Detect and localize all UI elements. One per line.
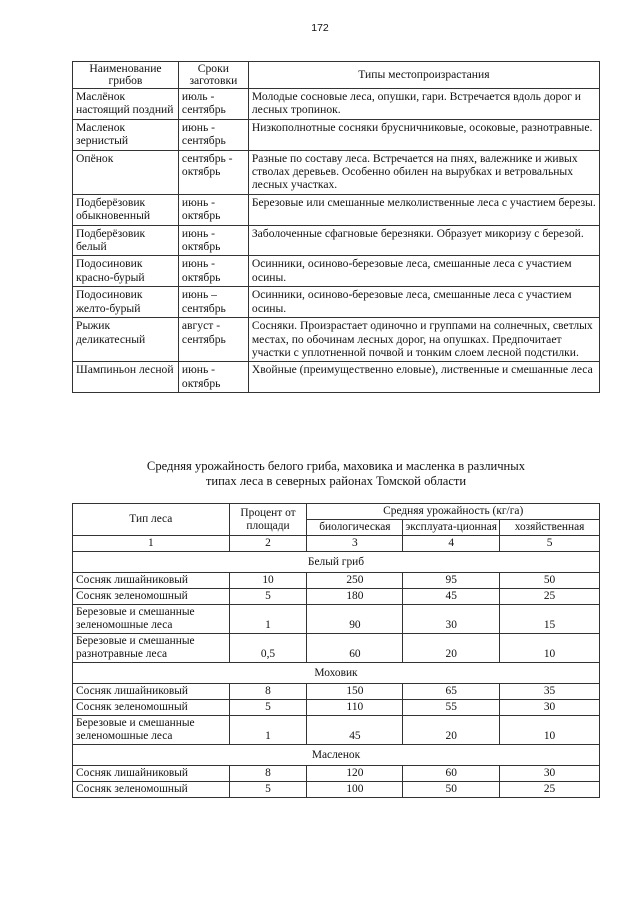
area-percent-cell: 0,5 <box>229 634 307 663</box>
biological-yield-cell: 250 <box>307 573 403 589</box>
habitat-cell: Молодые сосновые леса, опушки, гари. Встречается вдоль дорог и лесных тропинок. <box>248 89 599 120</box>
economic-yield-cell: 25 <box>500 589 600 605</box>
column-index: 4 <box>403 536 500 552</box>
economic-yield-cell: 10 <box>500 716 600 745</box>
area-percent-cell: 1 <box>229 716 307 745</box>
table-row <box>73 150 600 194</box>
habitat-cell: Сосняки. Произрастает одиночно и группами на солнечных, светлых местах, по обочинам лесных дорог, на опушках. Предпочитает участки с уплотненной почвой и тонким слоем лесной подстилки. <box>248 318 599 362</box>
section-title: Моховик <box>73 663 600 684</box>
header-harvest-period: Сроки заготовки <box>178 62 248 89</box>
harvest-period-cell: июнь – сентябрь <box>178 287 248 318</box>
forest-type-cell: Сосняк лишайниковый <box>73 573 230 589</box>
area-percent-cell: 1 <box>229 605 307 634</box>
table-row <box>73 700 600 716</box>
habitat-cell: Осинники, осиново-березовые леса, смешанные леса с участием осины. <box>248 256 599 287</box>
column-index: 2 <box>229 536 307 552</box>
forest-type-cell: Сосняк зеленомошный <box>73 782 230 798</box>
table-row <box>73 684 600 700</box>
section-row <box>73 745 600 766</box>
yield-table-title <box>72 459 600 489</box>
yield-table-title-line-2: типах леса в северных районах Томской области <box>205 474 467 488</box>
column-index-row <box>73 536 600 552</box>
harvest-period-cell: июнь - октябрь <box>178 256 248 287</box>
table-row <box>73 256 600 287</box>
table-header-row <box>73 504 600 520</box>
harvest-period-cell: июнь - октябрь <box>178 225 248 256</box>
mushroom-name-cell: Подберёзовик белый <box>73 225 179 256</box>
mushroom-name-cell: Подберёзовик обыкновенный <box>73 194 179 225</box>
table-row <box>73 89 600 120</box>
economic-yield-cell: 30 <box>500 766 600 782</box>
forest-type-cell: Сосняк лишайниковый <box>73 684 230 700</box>
header-average-yield: Средняя урожайность (кг/га) <box>307 504 600 520</box>
table-row <box>73 716 600 745</box>
economic-yield-cell: 35 <box>500 684 600 700</box>
biological-yield-cell: 180 <box>307 589 403 605</box>
exploitation-yield-cell: 95 <box>403 573 500 589</box>
habitat-cell: Заболоченные сфагновые березняки. Образует микоризу с березой. <box>248 225 599 256</box>
harvest-period-cell: июнь - сентябрь <box>178 119 248 150</box>
economic-yield-cell: 10 <box>500 634 600 663</box>
forest-type-cell: Березовые и смешанные зеленомошные леса <box>73 716 230 745</box>
economic-yield-cell: 25 <box>500 782 600 798</box>
harvest-period-cell: июнь - октябрь <box>178 362 248 393</box>
yield-table <box>72 503 600 798</box>
section-row <box>73 663 600 684</box>
biological-yield-cell: 120 <box>307 766 403 782</box>
exploitation-yield-cell: 45 <box>403 589 500 605</box>
habitat-cell: Низкополнотные сосняки брусничниковые, осоковые, разнотравные. <box>248 119 599 150</box>
table-row <box>73 766 600 782</box>
biological-yield-cell: 110 <box>307 700 403 716</box>
table-row <box>73 362 600 393</box>
exploitation-yield-cell: 55 <box>403 700 500 716</box>
table-row <box>73 782 600 798</box>
forest-type-cell: Сосняк зеленомошный <box>73 589 230 605</box>
area-percent-cell: 8 <box>229 766 307 782</box>
section-title: Белый гриб <box>73 552 600 573</box>
forest-type-cell: Березовые и смешанные разнотравные леса <box>73 634 230 663</box>
header-biological-yield: биологическая <box>307 520 403 536</box>
column-index: 5 <box>500 536 600 552</box>
header-area-percent: Процент от площади <box>229 504 307 536</box>
habitat-cell: Осинники, осиново-березовые леса, смешанные леса с участием осины. <box>248 287 599 318</box>
mushroom-name-cell: Подосиновик желто-бурый <box>73 287 179 318</box>
table-row <box>73 119 600 150</box>
exploitation-yield-cell: 60 <box>403 766 500 782</box>
exploitation-yield-cell: 65 <box>403 684 500 700</box>
habitat-cell: Хвойные (преимущественно еловые), лиственные и смешанные леса <box>248 362 599 393</box>
mushroom-name-cell: Шампиньон лесной <box>73 362 179 393</box>
table-row <box>73 634 600 663</box>
biological-yield-cell: 60 <box>307 634 403 663</box>
harvest-period-cell: июль - сентябрь <box>178 89 248 120</box>
mushroom-name-cell: Масленок зернистый <box>73 119 179 150</box>
table-row <box>73 318 600 362</box>
exploitation-yield-cell: 20 <box>403 716 500 745</box>
exploitation-yield-cell: 50 <box>403 782 500 798</box>
mushroom-name-cell: Рыжик деликатесный <box>73 318 179 362</box>
biological-yield-cell: 45 <box>307 716 403 745</box>
page-number: 172 <box>311 22 329 34</box>
economic-yield-cell: 15 <box>500 605 600 634</box>
harvest-period-cell: сентябрь - октябрь <box>178 150 248 194</box>
header-forest-type: Тип леса <box>73 504 230 536</box>
section-title: Масленок <box>73 745 600 766</box>
harvest-period-cell: август - сентябрь <box>178 318 248 362</box>
biological-yield-cell: 100 <box>307 782 403 798</box>
economic-yield-cell: 50 <box>500 573 600 589</box>
habitat-cell: Разные по составу леса. Встречается на пнях, валежнике и живых стволах деревьев. Особенно обилен на вырубках и ветровальных лесных участках. <box>248 150 599 194</box>
table-row <box>73 573 600 589</box>
table-row <box>73 194 600 225</box>
biological-yield-cell: 150 <box>307 684 403 700</box>
table-row <box>73 589 600 605</box>
area-percent-cell: 5 <box>229 700 307 716</box>
mushroom-name-cell: Опёнок <box>73 150 179 194</box>
mushroom-habitat-table <box>72 61 600 393</box>
economic-yield-cell: 30 <box>500 700 600 716</box>
area-percent-cell: 10 <box>229 573 307 589</box>
area-percent-cell: 8 <box>229 684 307 700</box>
biological-yield-cell: 90 <box>307 605 403 634</box>
mushroom-name-cell: Подосиновик красно-бурый <box>73 256 179 287</box>
exploitation-yield-cell: 20 <box>403 634 500 663</box>
exploitation-yield-cell: 30 <box>403 605 500 634</box>
table-header-row <box>73 62 600 89</box>
column-index: 1 <box>73 536 230 552</box>
table-row <box>73 287 600 318</box>
table-row <box>73 605 600 634</box>
header-economic-yield: хозяйственная <box>500 520 600 536</box>
header-habitat-types: Типы местопроизрастания <box>248 62 599 89</box>
yield-table-title-line-1: Средняя урожайность белого гриба, маховика и масленка в различных <box>146 459 526 473</box>
forest-type-cell: Сосняк зеленомошный <box>73 700 230 716</box>
section-row <box>73 552 600 573</box>
forest-type-cell: Сосняк лишайниковый <box>73 766 230 782</box>
column-index: 3 <box>307 536 403 552</box>
forest-type-cell: Березовые и смешанные зеленомошные леса <box>73 605 230 634</box>
area-percent-cell: 5 <box>229 782 307 798</box>
harvest-period-cell: июнь - октябрь <box>178 194 248 225</box>
habitat-cell: Березовые или смешанные мелколиственные леса с участием березы. <box>248 194 599 225</box>
header-mushroom-name: Наименование грибов <box>73 62 179 89</box>
header-exploitation-yield: эксплуата-ционная <box>403 520 500 536</box>
table-row <box>73 225 600 256</box>
area-percent-cell: 5 <box>229 589 307 605</box>
mushroom-name-cell: Маслёнок настоящий поздний <box>73 89 179 120</box>
